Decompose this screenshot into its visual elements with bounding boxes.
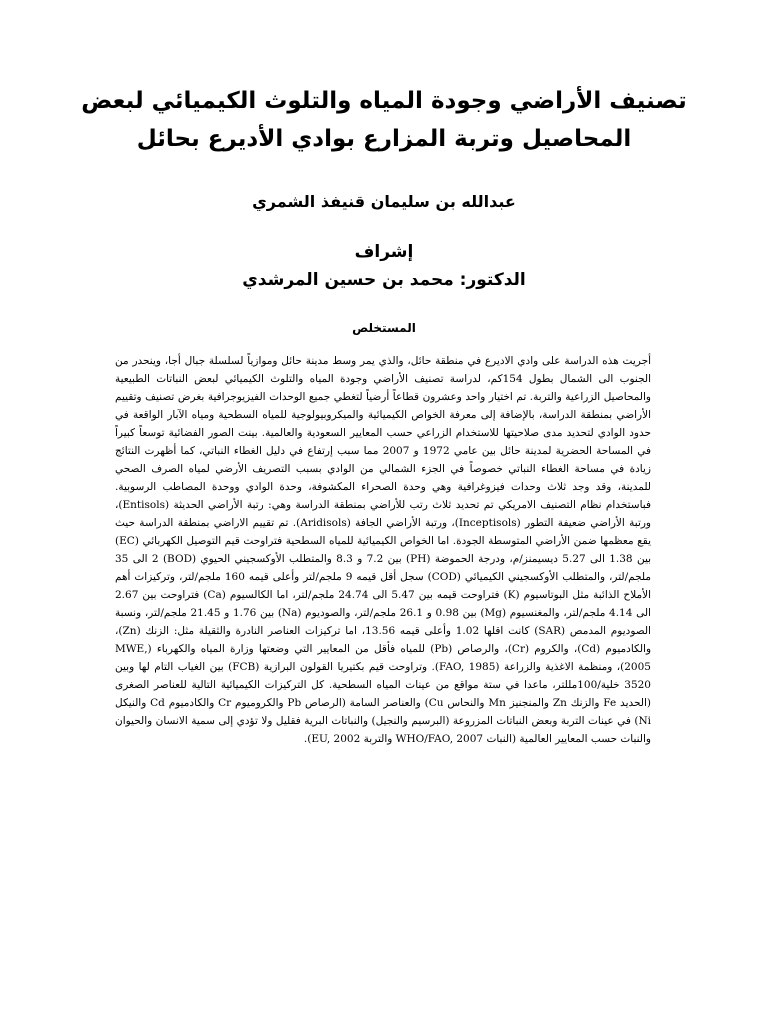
supervision-label: إشراف — [354, 242, 414, 262]
title-line-1: تصنيف الأراضي وجودة المياه والتلوث الكيميائي لبعض — [81, 88, 687, 114]
author-name: عبدالله بن سليمان قنيفذ الشمري — [252, 192, 516, 211]
supervision-block — [80, 238, 688, 294]
abstract-heading: المستخلص — [352, 321, 416, 335]
title-line-2: المحاصيل وتربة المزارع بوادي الأديرع بحائل — [136, 126, 632, 152]
abstract-body: أجريت هذه الدراسة على وادي الاديرع في منطقة حائل، والذي يمر وسط مدينة حائل وموازياً لسلسلة جبال أجا، وينحدر من الجنوب الى الشمال بطول 154كم، لدراسة تصنيف الأراضي وجودة المياه والتلوث الكيميائي لبعض النباتات الطبيعية والمحاصيل الزراعية والتربة. تم اختيار واحد وعشرون قطاعاً أرضياً لتغطي جميع الوحدات الفيزيوجرافية بغرض تصنيف وتقييم الأراضي بمنطقة الدراسة، بالإضافة إلى معرفة الخواص الكيميائية والميكروبيولوجية للمياه السطحية ومياه الآبار الواقعة في حدود الوادي لتحديد مدى صلاحيتها للاستخدام الزراعي حسب المعايير السعودية والعالمية. بينت الصور الفضائية توسعاً كبيراً في المساحة الحضرية لمدينة حائل بين عامي 1972 و 2007 مما سبب إرتفاع في دليل الغطاء النباتي، كما أظهرت النتائج زيادة في مساحة الغطاء النباتي خصوصاً في الجزء الشمالي من الوادي بسبب التصريف الأرضي لمياه الصرف الصحي للمدينة، وقد وجد ثلاث وحدات فيزوغرافية وهي وحدة الصحراء المكشوفة، وحدة الوادي ووحدة المصاطب الرسوبية. فباستخدام نظام التصنيف الامريكي تم تحديد ثلاث رتب للأراضي بمنطقة الدراسة وهي: رتبة الأراضي الحديثة (Entisols)، ورتبة الأراضي ضعيفة التطور (Inceptisols)، ورتبة الأراضي الجافة (Aridisols). تم تقييم الاراضي بمنطقة الدراسة حيث يقع معظمها ضمن الأراضي المتوسطة الجودة. اما الخواص الكيميائية للمياه السطحية فتراوحت قيم التوصيل الكهربائي (EC) بين 1.38 الى 5.27 ديسيمنز/م، ودرجة الحموضة (PH) بين 7.2 و 8.3 والمتطلب الأوكسجيني الحيوي (BOD) 2 الى 35 ملجم/لتر، والمتطلب الأوكسجيني الكيميائي (COD) سجل أقل قيمه 9 ملجم/لتر وأعلى قيمه 160 ملجم/لتر، وتركيزات أهم الأملاح الذائبة مثل البوتاسيوم (K) فتراوحت قيمه بين 5.47 الى 24.74 ملجم/لتر، اما الكالسيوم (Ca) فتراوحت بين 2.67 الى 4.14 ملجم/لتر، والمغنسيوم (Mg) بين 0.98 و 26.1 ملجم/لتر، والصوديوم (Na) بين 1.76 و 21.45 ملجم/لتر، ونسبة الصوديوم المدمص (SAR) كانت اقلها 1.02 وأعلى قيمه 13.56، اما تركيزات العناصر النادرة والثقيلة مثل: الزنك (Zn)، والكادميوم (Cd)، والكروم (Cr)، والرصاص (Pb) للمياه فأقل من المعايير التي وضعتها وزارة المياه والكهرباء (MWE, 2005)، ومنظمة الاغذية والزراعة (FAO, 1985). وتراوحت قيم بكتيريا القولون البرازية (FCB) بين الغياب التام لها وبين 3520 خلية/100مللتر، ماعدا في ستة مواقع من عينات المياه السطحية. كل التركيزات الكيميائية التالية للعناصر الصغرى (الحديد Fe والزنك Zn والمنجنيز Mn والنحاس Cu) والعناصر السامة (الرصاص Pb والكروميوم Cr والكادميوم Cd والنيكل Ni) في عينات التربة وبعض النباتات المزروعة (البرسيم والنجيل) والنباتات البرية فقليل ولا تؤدي إلى سمية الانسان والحيوان والنبات حسب المعايير العالمية (النبات WHO/FAO, 2007 والتربة EU, 2002). — [115, 355, 652, 745]
thesis-title — [80, 82, 688, 158]
supervisor-name: الدكتور: محمد بن حسين المرشدي — [242, 270, 526, 290]
